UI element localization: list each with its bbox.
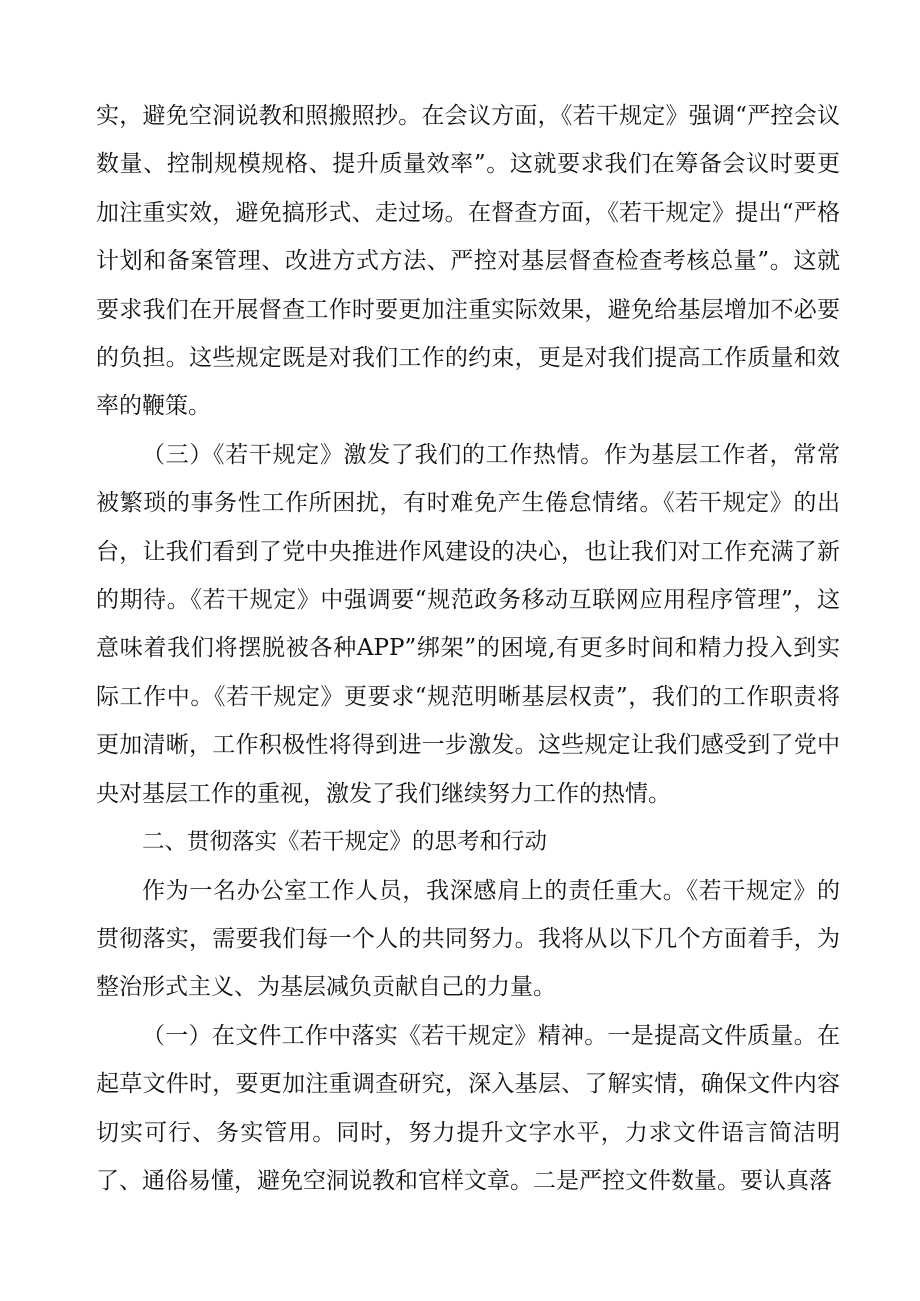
document-body [96, 92, 840, 1205]
paragraph-item-one: （一）在文件工作中落实《若干规定》精神。一是提高文件质量。在起草文件时，要更加注重调查研究，深入基层、了解实情，确保文件内容切实可行、务实管用。同时，努力提升文字水平，力求文件语言简洁明了、通俗易懂，避免空洞说教和官样文章。二是严控文件数量。要认真落 [96, 1022, 840, 1194]
paragraph-intro: 作为一名办公室工作人员，我深感肩上的责任重大。《若干规定》的贯彻落实，需要我们每一个人的共同努力。我将从以下几个方面着手，为整治形式主义、为基层减负贡献自己的力量。 [96, 877, 840, 1001]
paragraph-section-three: （三）《若干规定》激发了我们的工作热情。作为基层工作者，常常被繁琐的事务性工作所困扰，有时难免产生倦怠情绪。《若干规定》的出台，让我们看到了党中央推进作风建设的决心，也让我们对工作充满了新的期待。《若干规定》中强调要“规范政务移动互联网应用程序管理”，这意味着我们将摆脱被各种APP”绑架”的困境,有更多时间和精力投入到实际工作中。《若干规定》更要求“规范明晰基层权责”，我们的工作职责将更加清晰，工作积极性将得到进一步激发。这些规定让我们感受到了党中央对基层工作的重视，激发了我们继续努力工作的热情。 [96, 441, 840, 807]
section-heading-two: 二、贯彻落实《若干规定》的思考和行动 [142, 829, 548, 856]
paragraph-continuation: 实，避免空洞说教和照搬照抄。在会议方面，《若干规定》强调“严控会议数量、控制规模规格、提升质量效率”。这就要求我们在筹备会议时要更加注重实效，避免搞形式、走过场。在督查方面，《若干规定》提出“严格计划和备案管理、改进方式方法、严控对基层督查检查考核总量”。这就要求我们在开展督查工作时要更加注重实际效果，避免给基层增加不必要的负担。这些规定既是对我们工作的约束，更是对我们提高工作质量和效率的鞭策。 [96, 103, 840, 420]
